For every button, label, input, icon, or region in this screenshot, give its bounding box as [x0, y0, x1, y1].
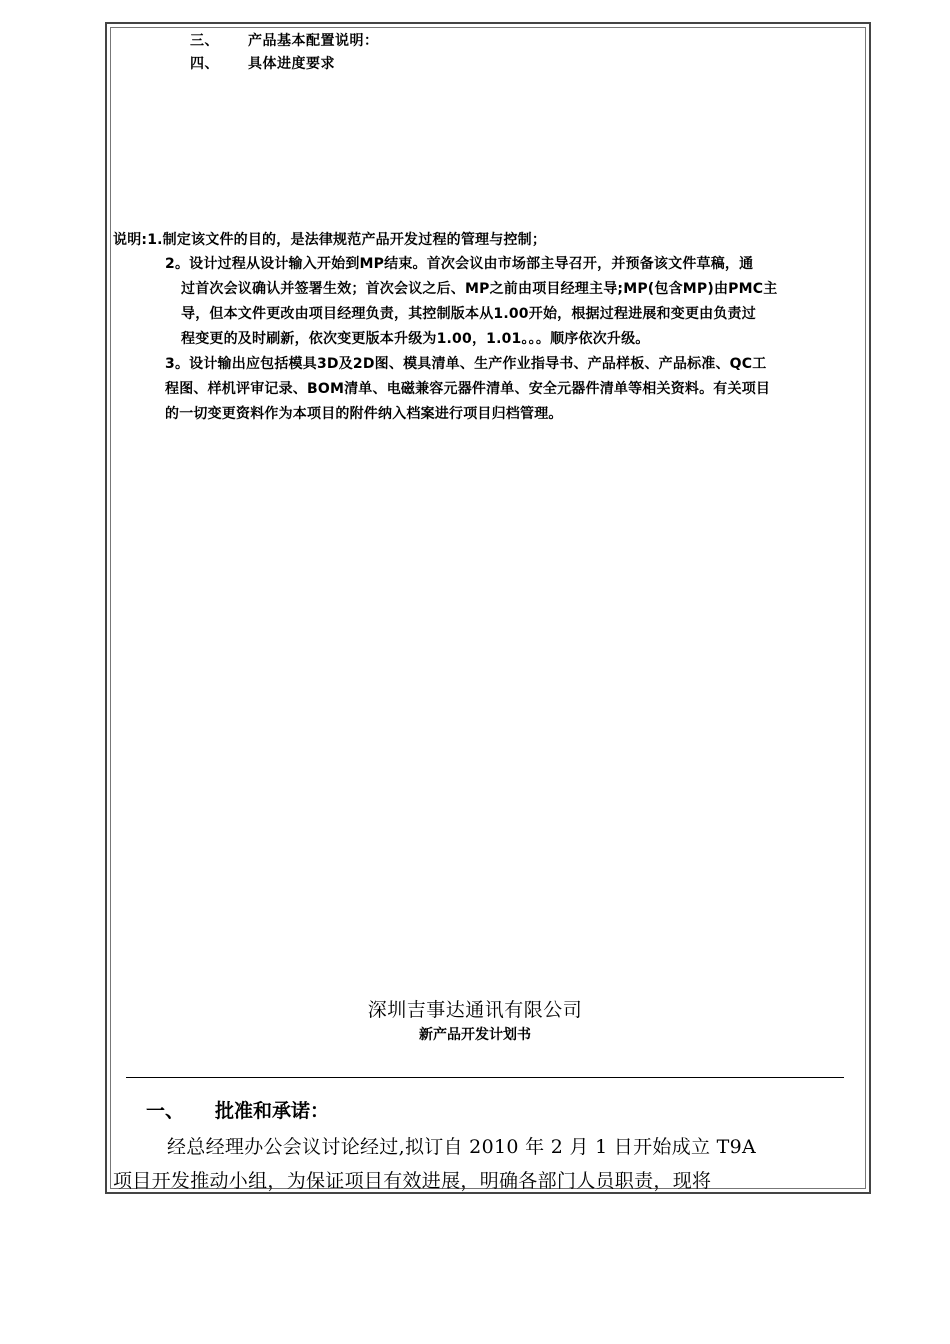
document-title: 新产品开发计划书: [419, 1027, 531, 1043]
note-item-3-line-3: 的一切变更资料作为本项目的附件纳入档案进行项目归档管理。: [165, 406, 563, 422]
section-4-number: 四、: [190, 56, 219, 72]
body-line-2: 项目开发推动小组，为保证项目有效进展，明确各部门人员职责，现将: [113, 1170, 712, 1192]
note-item-2-line-1: 2。设计过程从设计输入开始到MP结束。首次会议由市场部主导召开，并预备该文件草稿，通: [165, 256, 754, 272]
section-3-title: 产品基本配置说明：: [248, 33, 379, 49]
section-1-number: 一、: [146, 1100, 185, 1122]
note-line-1: 说明:1.制定该文件的目的，是法律规范产品开发过程的管理与控制；: [113, 232, 547, 248]
note-item-2-line-2: 过首次会议确认并签署生效；首次会议之后、MP之前由项目经理主导;MP(包含MP)由PMC主: [181, 281, 778, 297]
header-divider: [126, 1077, 844, 1078]
section-4-title: 具体进度要求: [248, 56, 335, 72]
note-item-3-line-2: 程图、样机评审记录、BOM清单、电磁兼容元器件清单、安全元器件清单等相关资料。有关项目: [165, 381, 771, 397]
section-1-title: 批准和承诺：: [215, 1100, 330, 1122]
note-item-2-line-3: 导，但本文件更改由项目经理负责，其控制版本从1.00开始，根据过程进展和变更由负责过: [181, 306, 756, 322]
company-name: 深圳吉事达通讯有限公司: [367, 999, 583, 1021]
note-item-2-line-4: 程变更的及时刷新，依次变更版本升级为1.00，1.01。。。顺序依次升级。: [181, 331, 650, 347]
note-item-3-line-1: 3。设计输出应包括模具3D及2D图、模具清单、生产作业指导书、产品样板、产品标准、QC工: [165, 356, 767, 372]
section-3-number: 三、: [190, 33, 219, 49]
body-line-1: 经总经理办公会议讨论经过,拟订自 2010 年 2 月 1 日开始成立 T9A: [167, 1136, 757, 1158]
